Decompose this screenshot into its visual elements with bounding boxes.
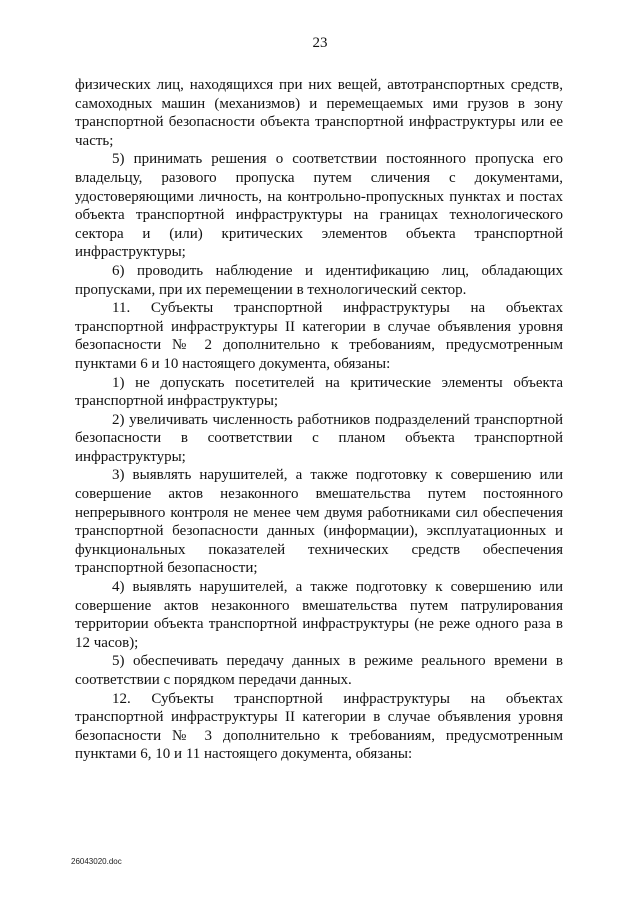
paragraph: 5) принимать решения о соответствии постоянного пропуска его владельцу, разового пропуска путем сличения с документами, удостоверяющими личность, на контрольно-пропускных пунктах и постах объекта транспортной инфраструктуры на границах технологического сектора и (или) критических элементов объекта транспортной инфраструктуры; [75,151,563,261]
document-body [75,76,563,764]
page-number: 23 [312,35,328,51]
paragraph: 2) увеличивать численность работников подразделений транспортной безопасности в соответствии с планом объекта транспортной инфраструктуры; [75,411,563,465]
paragraph: 11. Субъекты транспортной инфраструктуры на объектах транспортной инфраструктуры II категории в случае объявления уровня безопасности № 2 дополнительно к требованиям, предусмотренным пунктами 6 и 10 настоящего документа, обязаны: [75,300,563,372]
paragraph: 1) не допускать посетителей на критические элементы объекта транспортной инфраструктуры; [75,374,563,410]
paragraph: 3) выявлять нарушителей, а также подготовку к совершению или совершение актов незаконного вмешательства путем постоянного непрерывного контроля не менее чем двумя работниками сил обеспечения транспортной безопасности данных (информации), эксплуатационных и функциональных показателей технических средств обеспечения транспортной безопасности; [75,467,563,577]
paragraph: физических лиц, находящихся при них вещей, автотранспортных средств, самоходных машин (механизмов) и перемещаемых ими грузов в зону транспортной безопасности объекта транспортной инфраструктуры или ее часть; [75,77,563,149]
paragraph: 6) проводить наблюдение и идентификацию лиц, обладающих пропусками, при их перемещении в технологический сектор. [75,262,563,298]
paragraph: 5) обеспечивать передачу данных в режиме реального времени в соответствии с порядком передачи данных. [75,653,563,688]
paragraph: 12. Субъекты транспортной инфраструктуры на объектах транспортной инфраструктуры II категории в случае объявления уровня безопасности № 3 дополнительно к требованиям, предусмотренным пунктами 6, 10 и 11 настоящего документа, обязаны: [75,690,563,763]
document-file-code: 26043020.doc [71,857,122,866]
paragraph: 4) выявлять нарушителей, а также подготовку к совершению или совершение актов незаконного вмешательства путем патрулирования территории объекта транспортной инфраструктуры (не реже одного раза в 12 часов); [75,579,563,651]
